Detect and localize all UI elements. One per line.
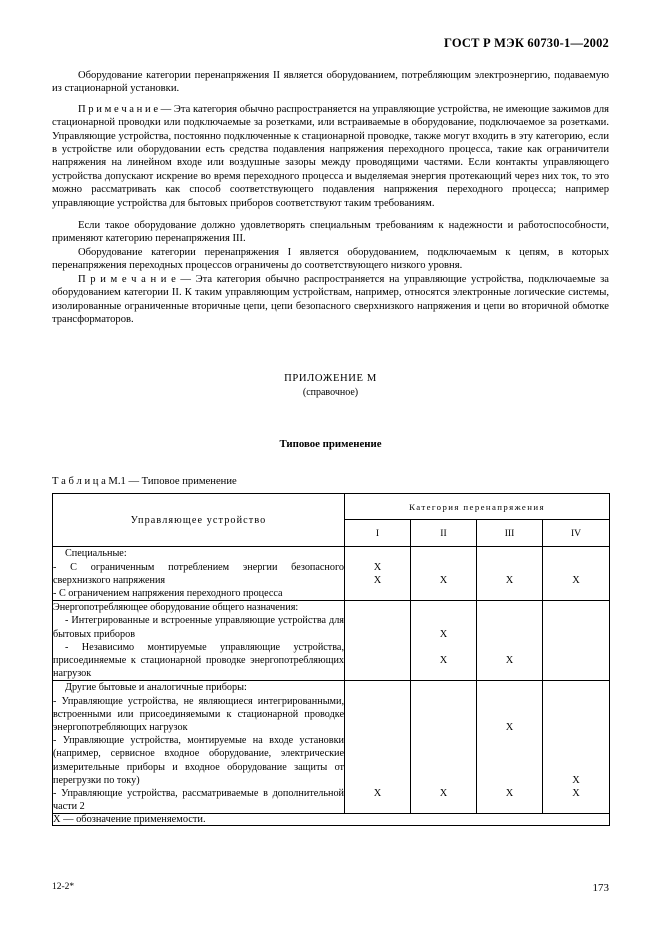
table-row <box>53 547 610 601</box>
table-caption: Т а б л и ц а М.1 — Типовое применение <box>52 476 237 488</box>
row-1-category-2: X <box>411 547 477 601</box>
paragraph-1: Оборудование категории перенапряжения II является оборудованием, потребляющим электроэнергию, подаваемую из стационарной установки. <box>52 70 609 95</box>
row-3-category-1: X <box>345 681 411 814</box>
paragraph-4: Оборудование категории перенапряжения I является оборудованием, подключаемым к цепям, в которых перенапряжения переходных процессов ограничены до соответствующего низкого уровня. <box>52 246 609 272</box>
header-category-1: I <box>345 519 411 547</box>
appendix-subtitle: (справочное) <box>302 387 359 399</box>
table-footnote-row <box>53 814 610 826</box>
row-2-category-2: X X <box>411 601 477 681</box>
row-1-category-3: X <box>477 547 543 601</box>
paragraph-2-note: П р и м е ч а н и е — Эта категория обычно распространяется на управляющие устройства, не имеющие зажимов для стационарной проводки или подключаемые за розетками, или встраиваемые в оборудование, подключаемое за розетками. Управляющие устройства, постоянно подключенные к стационарной проводке, также могут входить в эту категорию, если в устройстве или оборудовании есть средства подавления напряжения переходного процесса, такие как ограничители напряжения на линейном входе или воздушные зазоры между проводящими частями. Если контакты управляющего устройства допускают искрение во время переходного процесса и выделяемая энергия протекающий через них ток, то это можно рассматривать как способ соответствующего подавления напряжения переходного процесса; например управляющие устройства для бытовых приборов соответствуют таким требованиям. <box>52 103 609 209</box>
table-row <box>53 601 610 681</box>
row-2-description <box>53 601 345 681</box>
row-3-line-2: - Управляющие устройства, не являющиеся интегрированными, встроенными или присоединяемыми к стационарной проводке энергопотребляющих нагрузок <box>53 695 344 733</box>
footer-signature: 12-2* <box>52 882 75 892</box>
row-3-line-3: - Управляющие устройства, монтируемые на входе установки (например, сервисное входное оборудование, электрические измерительные приборы и входное оборудование защиты от перегрузки по току) <box>53 735 344 786</box>
row-1-description <box>53 547 345 601</box>
row-3-description <box>53 681 345 814</box>
appendix-block <box>52 372 609 400</box>
row-2-line-2: - Интегрированные и встроенные управляющие устройства для бытовых приборов <box>53 615 344 640</box>
paragraph-5-note: П р и м е ч а н и е — Эта категория обычно распространяется на управляющие устройства, подключаемые за оборудованием категории II. К таким управляющим устройствам, например, относятся электронные логические системы, изолированные ограниченные вторичные цепи, цепи безопасного сверхнизкого напряжения и цепи во вторичной обмотке трансформаторов. <box>52 273 609 325</box>
page-footer <box>52 882 609 894</box>
table-row <box>53 681 610 814</box>
row-1-line-1: Специальные: <box>65 548 127 560</box>
header-category-3: III <box>477 519 543 547</box>
row-2-line-1: Энергопотребляющее оборудование общего назначения: <box>53 602 299 614</box>
header-overvoltage-group: Категория перенапряжения <box>345 494 610 519</box>
row-1-category-4: X <box>543 547 610 601</box>
header-category-2: II <box>411 519 477 547</box>
row-3-line-4: - Управляющие устройства, рассматриваемые в дополнительной части 2 <box>53 787 344 813</box>
table-header-row <box>53 494 610 519</box>
row-2-category-4 <box>543 601 610 681</box>
row-3-line-1: Другие бытовые и аналогичные приборы: <box>65 682 247 694</box>
header-category-4: IV <box>543 519 610 547</box>
row-1-line-3: - С ограничением напряжения переходного процесса <box>53 587 283 599</box>
row-1-category-1: X X <box>345 547 411 601</box>
paragraph-3: Если такое оборудование должно удовлетворять специальным требованиям к надежности и работоспособности, применяют категорию перенапряжения III. <box>52 220 609 245</box>
page-number: 173 <box>592 882 609 894</box>
typical-application-table <box>52 493 610 826</box>
row-1-line-2: - С ограниченным потреблением энергии безопасного сверхнизкого напряжения <box>53 561 344 586</box>
row-3-category-2: X <box>411 681 477 814</box>
row-2-category-3: X <box>477 601 543 681</box>
row-3-category-4: X X <box>543 681 610 814</box>
row-2-line-3: - Независимо монтируемые управляющие устройства, присоединяемые к стационарной проводке энергопотребляющих нагрузок <box>53 641 344 680</box>
appendix-title: ПРИЛОЖЕНИЕ М <box>284 373 377 385</box>
header-device-column: Управляющее устройство <box>53 494 345 547</box>
row-2-category-1 <box>345 601 411 681</box>
table-footnote: X — обозначение применяемости. <box>53 814 610 826</box>
page-header: ГОСТ Р МЭК 60730-1—2002 <box>444 36 609 50</box>
section-title: Типовое применение <box>279 438 382 451</box>
row-3-category-3: X X <box>477 681 543 814</box>
